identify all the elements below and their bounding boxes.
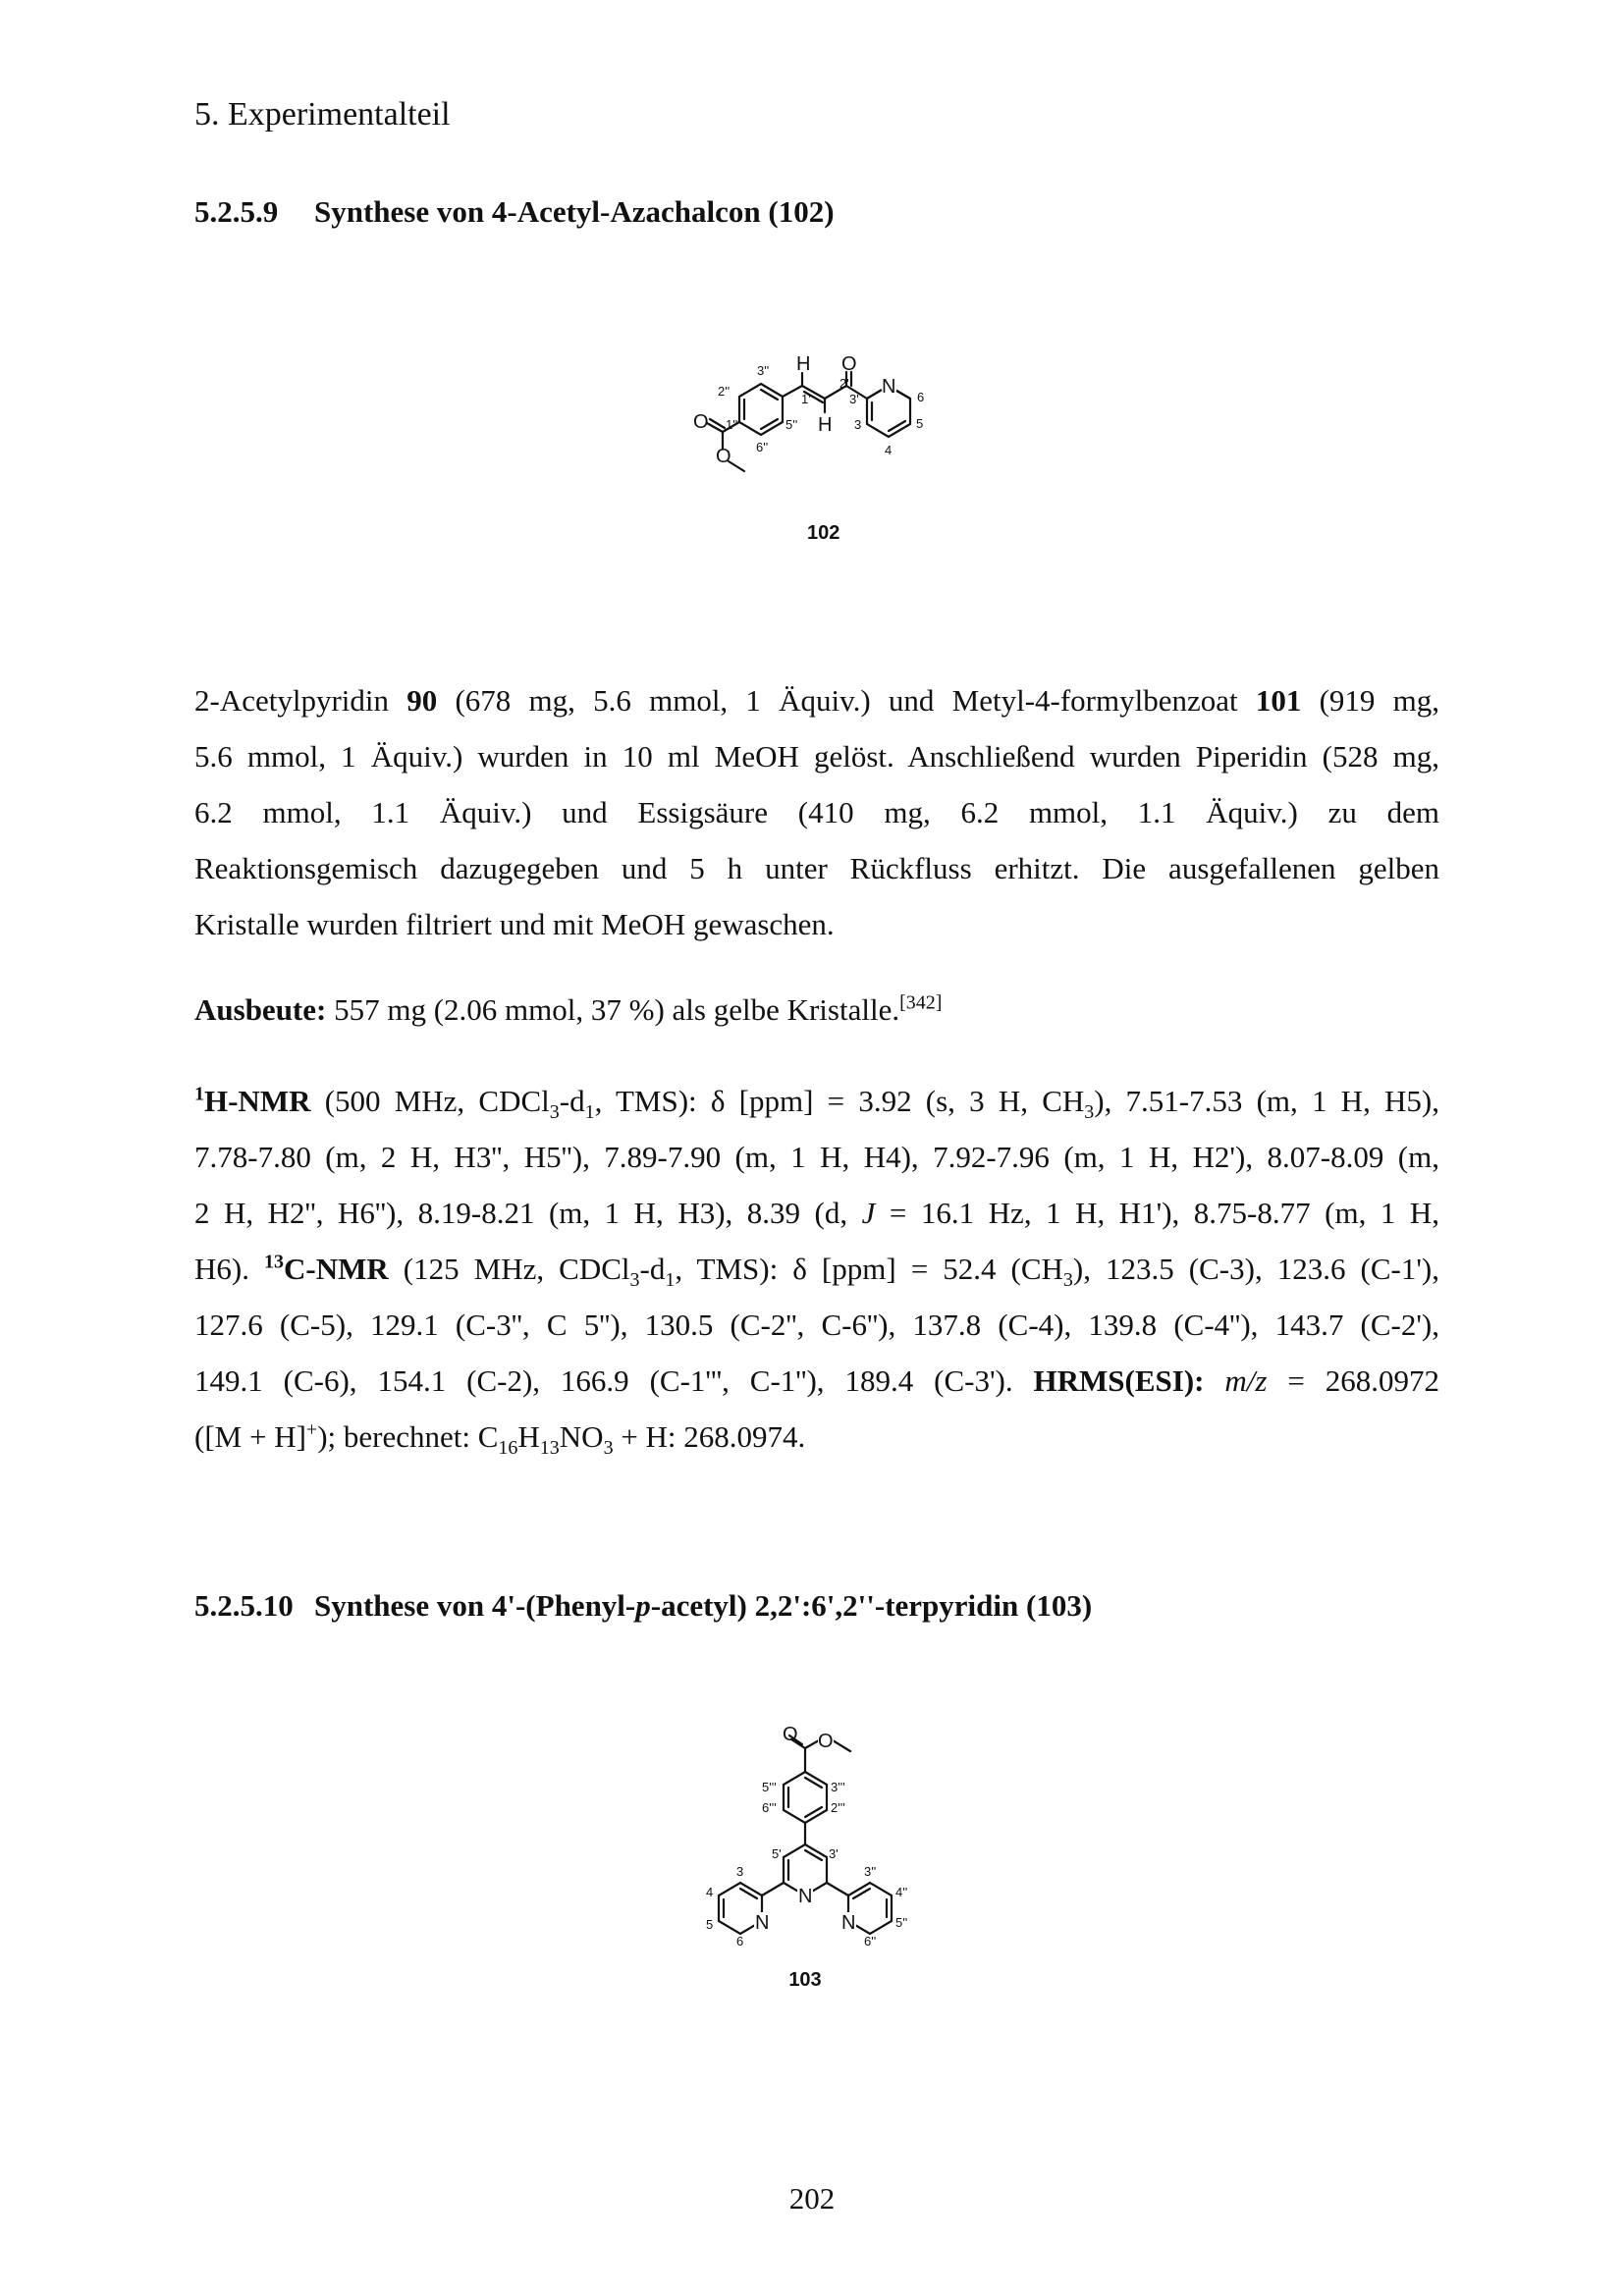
nmr-line-1: $^1$H-NMR (500 MHz, $CDCl_3-d_1$, TMS): δ [ppm] = 3.92 (s, 3 H, $CH_3$), 7.51-7.53 (m, 1 H, H5), <box>194 1083 1439 1124</box>
label-6dd: 6'' <box>864 1934 877 1949</box>
atom-H-top: H <box>796 353 811 375</box>
atom-O-double: O <box>783 1724 798 1745</box>
procedure-line-5: Kristalle wurden filtriert und mit MeOH gewaschen. <box>194 907 835 941</box>
page-number: 202 <box>788 2181 836 2216</box>
procedure-paragraph <box>194 672 1439 952</box>
atom-N-left: N <box>755 1912 770 1934</box>
structure-102 <box>658 330 992 556</box>
label-3p: 3' <box>829 1846 839 1861</box>
label-6: 6 <box>736 1934 744 1949</box>
atom-N-right: N <box>841 1912 856 1934</box>
structure-102-drawing <box>658 330 992 556</box>
atom-O-ester-double: O <box>693 411 709 433</box>
atom-O-keto: O <box>841 353 857 375</box>
hrms-label: HRMS(ESI): <box>1033 1363 1205 1398</box>
label-1ddd: 1''' <box>726 417 740 432</box>
label-4: 4 <box>706 1885 714 1899</box>
compound-ref-90: 90 <box>406 683 438 718</box>
label-6dd: 6'' <box>756 440 769 454</box>
section-number: 5.2.5.9 <box>194 194 279 229</box>
structure-103-drawing <box>677 1713 972 2032</box>
compound-label-103: 103 <box>788 1969 822 1991</box>
section-heading-5-2-5-9 <box>194 194 835 230</box>
yield-reference: [342] <box>899 991 943 1014</box>
nmr-line-7: ([M + H]+); berechnet: $C_{16}H_{13}NO_3 + H$: 268.0974. <box>194 1418 806 1460</box>
label-3: 3 <box>854 417 862 432</box>
nmr-line-3: 2 H, H2'', H6''), 8.19-8.21 (m, 1 H, H3), 8.39 (d, J = 16.1 Hz, 1 H, H1'), 8.75-8.77 (m, 1 H, <box>194 1196 1439 1230</box>
section-number: 5.2.5.10 <box>194 1588 294 1623</box>
atom-O-ester: O <box>716 446 731 467</box>
procedure-line-4: Reaktionsgemisch dazugegeben und 5 h unter Rückfluss erhitzt. Die ausgefallenen gelben <box>194 851 1439 885</box>
label-2p: 2' <box>839 376 849 391</box>
yield-text: 557 mg (2.06 mmol, 37 %) als gelbe Kristalle. <box>326 992 900 1027</box>
label-5dd: 5'' <box>895 1915 908 1930</box>
label-6: 6 <box>917 390 925 404</box>
nmr-line-4: H6). $^{13}$C-NMR (125 MHz, $CDCl_3-d_1$, TMS): δ [ppm] = 52.4 $(CH_3)$, 123.5 (C-3), 123.6 (C-1'), <box>194 1251 1439 1292</box>
procedure-line-3: 6.2 mmol, 1.1 Äquiv.) und Essigsäure (410 mg, 6.2 mmol, 1.1 Äquiv.) zu dem <box>194 795 1439 829</box>
nmr-line-5: 127.6 (C-5), 129.1 (C-3'', C 5''), 130.5 (C-2'', C-6''), 137.8 (C-4), 139.8 (C-4''), 143.7 (C-2'), <box>194 1308 1439 1342</box>
nmr-paragraph <box>194 1073 1439 1465</box>
section-title: Synthese von 4-Acetyl-Azachalcon (102) <box>314 194 835 229</box>
label-2ddd: 2''' <box>831 1800 845 1815</box>
atom-H-bottom: H <box>818 414 833 436</box>
procedure-line-1: 2-Acetylpyridin 90 (678 mg, 5.6 mmol, 1 Äquiv.) und Metyl-4-formylbenzoat 101 (919 mg, <box>194 683 1439 718</box>
nmr-line-2: 7.78-7.80 (m, 2 H, H3'', H5''), 7.89-7.90 (m, 1 H, H4), 7.92-7.96 (m, 1 H, H2'), 8.07-8.09 (m, <box>194 1140 1439 1174</box>
label-1p: 1' <box>801 392 811 406</box>
label-3: 3 <box>736 1864 744 1879</box>
nmr-line-6: 149.1 (C-6), 154.1 (C-2), 166.9 (C-1''', C-1''), 189.4 (C-3'). HRMS(ESI): m/z = 268.0972 <box>194 1363 1439 1398</box>
yield-label: Ausbeute: <box>194 992 327 1027</box>
label-4: 4 <box>885 443 893 457</box>
label-3dd: 3'' <box>757 363 770 378</box>
procedure-line-2: 5.6 mmol, 1 Äquiv.) wurden in 10 ml MeOH gelöst. Anschließend wurden Piperidin (528 mg, <box>194 739 1439 774</box>
label-3ddd: 3''' <box>831 1780 845 1794</box>
label-4dd: 4'' <box>895 1885 908 1899</box>
label-2dd: 2'' <box>718 384 731 399</box>
atom-N-pyridine: N <box>882 376 896 398</box>
phenyl-ring <box>784 1772 827 1823</box>
compound-ref-101: 101 <box>1255 683 1302 718</box>
label-5: 5 <box>706 1917 714 1932</box>
label-5p: 5' <box>772 1846 782 1861</box>
section-heading-5-2-5-10: 5.2.5.10 Synthese von 4'-(Phenyl-p-acetyl) 2,2':6',2''-terpyridin (103) <box>194 1588 1093 1623</box>
chapter-header: 5. Experimentalteil <box>194 96 451 133</box>
label-5ddd: 5''' <box>762 1780 777 1794</box>
label-5dd: 5'' <box>785 417 798 432</box>
label-3dd: 3'' <box>864 1864 877 1879</box>
compound-label-102: 102 <box>807 522 840 544</box>
structure-103 <box>677 1713 972 2032</box>
atom-O-ester: O <box>818 1731 834 1752</box>
label-3p: 3' <box>849 392 859 406</box>
label-6ddd: 6''' <box>762 1800 777 1815</box>
label-5: 5 <box>916 416 924 431</box>
yield-paragraph <box>194 982 1439 1038</box>
benzene-ring <box>739 384 783 435</box>
atom-N-center: N <box>798 1886 813 1907</box>
